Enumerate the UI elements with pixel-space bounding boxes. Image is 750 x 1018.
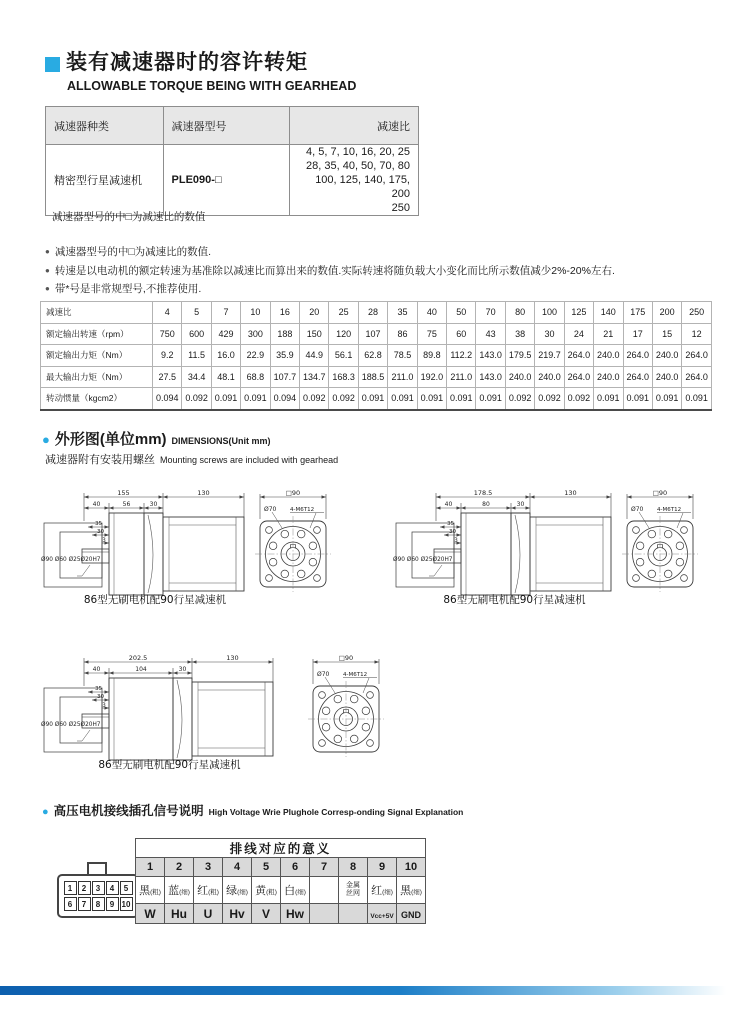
spec-cell: 264.0: [682, 345, 712, 367]
spec-cell: 0.092: [182, 388, 211, 410]
pin-number-cell: 10: [397, 858, 426, 877]
svg-text:Ø70: Ø70: [264, 506, 277, 513]
spec-cell: 240.0: [652, 345, 681, 367]
svg-text:Ø90 Ø60 Ø25Ø20H7: Ø90 Ø60 Ø25Ø20H7: [41, 722, 101, 728]
spec-cell: 25: [329, 302, 358, 324]
dimension-drawing-1: [38, 483, 344, 612]
spec-cell: 9.2: [153, 345, 182, 367]
spec-cell: 264.0: [623, 366, 652, 388]
svg-text:30: 30: [97, 529, 104, 536]
spec-cell: 0.091: [623, 388, 652, 410]
wiring-color-row: [136, 877, 426, 904]
signal-cell: W: [136, 904, 165, 924]
signal-cell: U: [194, 904, 223, 924]
spec-cell: 112.2: [447, 345, 476, 367]
dimensions-section-heading: [42, 428, 271, 449]
svg-text:40: 40: [444, 501, 453, 509]
spec-cell: 600: [182, 323, 211, 345]
spec-cell: 15: [652, 323, 681, 345]
gearhead-type-cell: 精密型行星减速机: [46, 145, 164, 216]
connector-pin: 7: [78, 897, 91, 911]
ratio-line: 4, 5, 7, 10, 16, 20, 25: [306, 146, 410, 158]
spec-cell: 0.092: [300, 388, 329, 410]
bullet-icon: ●: [45, 247, 50, 256]
spec-cell: 12: [682, 323, 712, 345]
spec-cell: 0.091: [447, 388, 476, 410]
gearhead-table-footnote: 减速器型号的中□为减速比的数值: [52, 211, 206, 223]
spec-cell: 0.091: [358, 388, 387, 410]
connector-pin-row-top: [59, 881, 137, 895]
note-text: 减速器型号的中□为减速比的数值.: [54, 246, 212, 258]
svg-text:130: 130: [564, 489, 577, 498]
wiring-pin-row: [136, 858, 426, 877]
connector-pin: 6: [64, 897, 77, 911]
spec-cell: 264.0: [564, 366, 593, 388]
svg-text:30: 30: [178, 666, 187, 674]
connector-pin-row-bottom: [59, 897, 137, 911]
dimension-drawing-svg: [38, 483, 344, 607]
spec-cell: 0.092: [505, 388, 534, 410]
spec-cell: 125: [564, 302, 593, 324]
signal-cell: GND: [397, 904, 426, 924]
connector-pin: 4: [106, 881, 119, 895]
spec-cell: 0.092: [535, 388, 564, 410]
spec-cell: 264.0: [623, 345, 652, 367]
ratio-line: 250: [391, 202, 410, 214]
spec-cell: 35: [388, 302, 417, 324]
spec-cell: 75: [417, 323, 446, 345]
spec-cell: 0.091: [476, 388, 505, 410]
footer-accent-bar: [0, 986, 726, 995]
svg-text:80: 80: [482, 501, 490, 509]
svg-text:104: 104: [135, 666, 147, 674]
svg-text:□90: □90: [652, 489, 668, 498]
spec-cell: 240.0: [505, 366, 534, 388]
spec-cell: 89.8: [417, 345, 446, 367]
section-bullet-icon: ●: [42, 806, 49, 818]
connector-pin: 3: [92, 881, 105, 895]
pin-number-cell: 9: [368, 858, 397, 877]
svg-text:35: 35: [95, 686, 102, 693]
signal-cell: Hv: [223, 904, 252, 924]
wire-color-cell: 红(粗): [194, 877, 223, 904]
spec-cell: 211.0: [388, 366, 417, 388]
spec-cell: 35.9: [270, 345, 299, 367]
spec-table: [40, 301, 712, 411]
spec-row: [41, 323, 712, 345]
svg-text:30: 30: [149, 501, 158, 509]
spec-cell: 0.092: [564, 388, 593, 410]
wire-color-cell: 白(细): [281, 877, 310, 904]
ratio-line: 100, 125, 140, 175, 200: [315, 174, 410, 200]
spec-cell: 11.5: [182, 345, 211, 367]
spec-cell: 150: [300, 323, 329, 345]
spec-cell: 50: [447, 302, 476, 324]
gearhead-ratio-cell: [289, 145, 418, 216]
note-text: 带*号是非常规型号,不推荐使用.: [54, 283, 202, 295]
spec-cell: 175: [623, 302, 652, 324]
dimension-drawing-svg: [390, 483, 711, 607]
pin-number-cell: 3: [194, 858, 223, 877]
spec-cell: 143.0: [476, 366, 505, 388]
gearhead-model-header: 减速器型号: [163, 107, 289, 145]
connector-pin: 1: [64, 881, 77, 895]
svg-text:□90: □90: [285, 489, 301, 498]
spec-cell: 最大输出力矩（Nm）: [41, 366, 153, 388]
spec-cell: 264.0: [564, 345, 593, 367]
svg-text:30: 30: [516, 501, 525, 509]
spec-cell: 44.9: [300, 345, 329, 367]
spec-cell: 240.0: [594, 366, 623, 388]
spec-cell: 5: [182, 302, 211, 324]
bullet-icon: ●: [45, 265, 50, 275]
svg-text:155: 155: [117, 489, 130, 498]
spec-cell: 78.5: [388, 345, 417, 367]
spec-cell: 0.091: [417, 388, 446, 410]
spec-cell: 107.7: [270, 366, 299, 388]
pin-number-cell: 8: [339, 858, 368, 877]
spec-cell: 34.4: [182, 366, 211, 388]
connector-plug: [57, 862, 139, 918]
svg-text:86型无刷电机配90行星减速机: 86型无刷电机配90行星减速机: [83, 594, 227, 606]
pin-number-cell: 6: [281, 858, 310, 877]
spec-cell: 0.094: [270, 388, 299, 410]
svg-text:Ø70: Ø70: [631, 506, 644, 513]
wiring-title-row: [136, 839, 426, 858]
spec-cell: 43: [476, 323, 505, 345]
spec-cell: 188.5: [358, 366, 387, 388]
gearhead-table-header-row: [46, 107, 419, 145]
spec-cell: 107: [358, 323, 387, 345]
signal-title-cn: 高压电机接线插孔信号说明: [53, 804, 204, 818]
dimensions-sub-cn: 减速器附有安装用螺丝: [45, 454, 155, 466]
spec-cell: 219.7: [535, 345, 564, 367]
spec-cell: 38: [505, 323, 534, 345]
spec-cell: 62.8: [358, 345, 387, 367]
wire-color-cell: [310, 877, 339, 904]
spec-cell: 27.5: [153, 366, 182, 388]
bullet-icon: ●: [45, 284, 50, 293]
connector-pin: 5: [120, 881, 133, 895]
spec-cell: 750: [153, 323, 182, 345]
spec-cell: 140: [594, 302, 623, 324]
svg-text:4-M6T12: 4-M6T12: [343, 672, 368, 678]
svg-text:86型无刷电机配90行星减速机: 86型无刷电机配90行星减速机: [98, 759, 241, 771]
signal-cell: Hw: [281, 904, 310, 924]
svg-text:3: 3: [454, 537, 458, 544]
spec-cell: 86: [388, 323, 417, 345]
svg-text:56: 56: [122, 501, 131, 509]
signal-section-heading: [42, 801, 463, 819]
spec-row: [41, 302, 712, 324]
signal-cell: [310, 904, 339, 924]
svg-text:Ø70: Ø70: [317, 671, 330, 678]
spec-cell: 120: [329, 323, 358, 345]
wire-color-cell: 绿(细): [223, 877, 252, 904]
spec-cell: 28: [358, 302, 387, 324]
wire-color-cell: 金属 丝网: [339, 877, 368, 904]
pin-number-cell: 5: [252, 858, 281, 877]
svg-text:30: 30: [449, 529, 456, 536]
spec-row: [41, 366, 712, 388]
page-title: 装有减速器时的容许转矩: [66, 51, 308, 74]
spec-cell: 200: [652, 302, 681, 324]
spec-cell: 100: [535, 302, 564, 324]
spec-cell: 0.091: [388, 388, 417, 410]
spec-cell: 134.7: [300, 366, 329, 388]
spec-cell: 188: [270, 323, 299, 345]
spec-cell: 179.5: [505, 345, 534, 367]
wiring-table: [135, 838, 426, 924]
connector-latch-icon: [87, 862, 107, 874]
wire-color-cell: 蓝(细): [165, 877, 194, 904]
spec-cell: 300: [241, 323, 270, 345]
spec-cell: 211.0: [447, 366, 476, 388]
svg-text:86型无刷电机配90行星减速机: 86型无刷电机配90行星减速机: [443, 594, 586, 606]
connector-body: [57, 874, 139, 918]
dimensions-title-en: DIMENSIONS(Unit mm): [171, 436, 271, 446]
title-square-icon: [45, 57, 60, 72]
spec-cell: 7: [211, 302, 240, 324]
spec-cell: 30: [535, 323, 564, 345]
spec-cell: 转动惯量（kgcm2）: [41, 388, 153, 410]
dimension-drawing-2: [390, 483, 711, 612]
dimension-drawing-3: [38, 648, 397, 777]
spec-cell: 0.091: [682, 388, 712, 410]
svg-text:Ø90 Ø60 Ø25Ø20H7: Ø90 Ø60 Ø25Ø20H7: [393, 557, 453, 563]
svg-text:4-M6T12: 4-M6T12: [290, 507, 315, 513]
spec-cell: 额定输出转速（rpm）: [41, 323, 153, 345]
wiring-title: 排线对应的意义: [136, 839, 426, 858]
signal-cell: [339, 904, 368, 924]
svg-text:3: 3: [102, 537, 106, 544]
wire-color-cell: 黑(粗): [136, 877, 165, 904]
gearhead-model-table: [45, 106, 419, 216]
connector-pin: 10: [120, 897, 133, 911]
wire-color-cell: 黑(细): [397, 877, 426, 904]
svg-text:□90: □90: [338, 654, 354, 663]
dimensions-subtitle: [45, 451, 338, 467]
note-text: 转速是以电动机的额定转速为基准除以减速比而算出来的数值.实际转速将随负载大小变化而比所示数值减少2%-20%左右.: [54, 264, 615, 277]
spec-cell: 240.0: [535, 366, 564, 388]
pin-number-cell: 7: [310, 858, 339, 877]
page-subtitle: ALLOWABLE TORQUE BEING WITH GEARHEAD: [67, 79, 357, 93]
signal-cell: Vcc+5V: [368, 904, 397, 924]
dimension-drawing-svg: [38, 648, 397, 772]
pin-number-cell: 4: [223, 858, 252, 877]
spec-cell: 减速比: [41, 302, 153, 324]
svg-text:130: 130: [226, 654, 239, 663]
connector-pin: 2: [78, 881, 91, 895]
spec-cell: 0.091: [241, 388, 270, 410]
spec-cell: 20: [300, 302, 329, 324]
svg-text:Ø90 Ø60 Ø25Ø20H7: Ø90 Ø60 Ø25Ø20H7: [41, 557, 101, 563]
svg-text:30: 30: [97, 694, 104, 701]
spec-cell: 143.0: [476, 345, 505, 367]
spec-cell: 4: [153, 302, 182, 324]
spec-cell: 0.091: [594, 388, 623, 410]
wiring-signal-row: [136, 904, 426, 924]
svg-text:202.5: 202.5: [128, 654, 148, 663]
spec-cell: 70: [476, 302, 505, 324]
svg-text:4-M6T12: 4-M6T12: [657, 507, 682, 513]
svg-text:35: 35: [447, 521, 454, 528]
ratio-line: 28, 35, 40, 50, 70, 80: [306, 160, 410, 172]
spec-cell: 192.0: [417, 366, 446, 388]
svg-text:3: 3: [102, 702, 106, 709]
spec-cell: 0.092: [329, 388, 358, 410]
gearhead-type-header: 减速器种类: [46, 107, 164, 145]
spec-cell: 264.0: [682, 366, 712, 388]
wire-color-cell: 黄(粗): [252, 877, 281, 904]
spec-cell: 24: [564, 323, 593, 345]
spec-cell: 额定输出力矩（Nm）: [41, 345, 153, 367]
svg-text:40: 40: [92, 501, 101, 509]
spec-cell: 168.3: [329, 366, 358, 388]
signal-cell: V: [252, 904, 281, 924]
spec-cell: 60: [447, 323, 476, 345]
spec-row: [41, 388, 712, 410]
spec-cell: 240.0: [594, 345, 623, 367]
svg-text:130: 130: [197, 489, 210, 498]
note-item: [45, 243, 615, 262]
pin-number-cell: 2: [165, 858, 194, 877]
pin-number-cell: 1: [136, 858, 165, 877]
svg-text:178.5: 178.5: [473, 489, 493, 498]
spec-cell: 80: [505, 302, 534, 324]
spec-cell: 10: [241, 302, 270, 324]
spec-cell: 240.0: [652, 366, 681, 388]
spec-cell: 56.1: [329, 345, 358, 367]
dimensions-title-cn: 外形图(单位mm): [54, 431, 167, 448]
spec-cell: 16.0: [211, 345, 240, 367]
spec-cell: 0.091: [211, 388, 240, 410]
notes-list: [45, 243, 615, 299]
svg-text:35: 35: [95, 521, 102, 528]
connector-pin: 8: [92, 897, 105, 911]
svg-text:40: 40: [92, 666, 101, 674]
spec-cell: 68.8: [241, 366, 270, 388]
signal-cell: Hu: [165, 904, 194, 924]
section-bullet-icon: ●: [42, 432, 50, 447]
connector-pin: 9: [106, 897, 119, 911]
signal-title-en: High Voltage Wrie Plughole Corresp-onding Signal Explanation: [208, 807, 464, 817]
spec-cell: 48.1: [211, 366, 240, 388]
spec-cell: 17: [623, 323, 652, 345]
gearhead-ratio-header: 减速比: [289, 107, 418, 145]
spec-cell: 40: [417, 302, 446, 324]
spec-cell: 16: [270, 302, 299, 324]
gearhead-table-row: [46, 145, 419, 216]
spec-cell: 21: [594, 323, 623, 345]
spec-cell: 250: [682, 302, 712, 324]
gearhead-model-cell: PLE090-□: [163, 145, 289, 216]
spec-cell: 22.9: [241, 345, 270, 367]
spec-cell: 429: [211, 323, 240, 345]
spec-cell: 0.091: [652, 388, 681, 410]
dimensions-sub-en: Mounting screws are included with gearhead: [160, 455, 339, 465]
spec-row: [41, 345, 712, 367]
wire-color-cell: 红(细): [368, 877, 397, 904]
spec-cell: 0.094: [153, 388, 182, 410]
note-item: [45, 262, 615, 281]
note-item: [45, 280, 615, 299]
